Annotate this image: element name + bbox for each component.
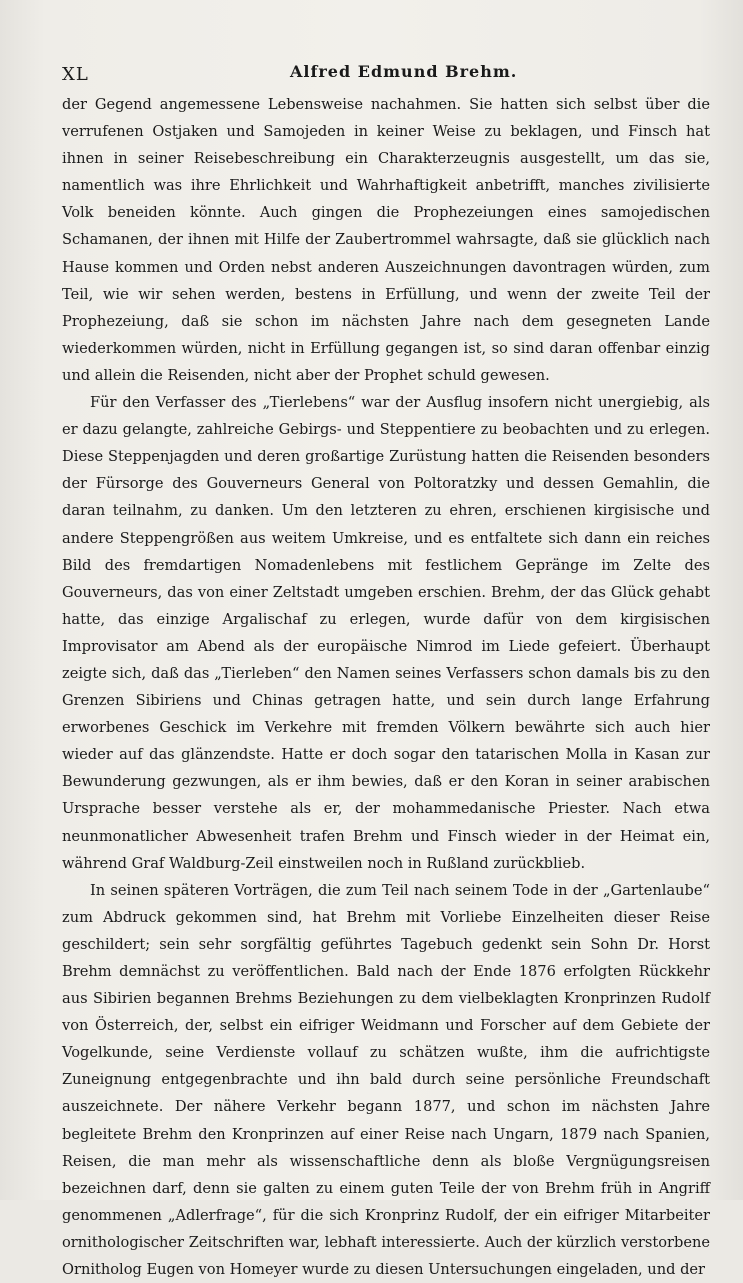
page-number: XL <box>62 64 89 85</box>
paragraph-later-lectures: In seinen späteren Vorträgen, die zum Teil nach seinem Tode in der „Gartenlaube“ zum Abdruck gekommen sind, hat Brehm mit Vorliebe Einzelheiten dieser Reise geschildert; sein sehr sorgfältig geführtes Tagebuch gedenkt sein Sohn Dr. Horst Brehm demnächst zu veröffentlichen. Bald nach der Ende 1876 erfolgten Rückkehr aus Sibirien begannen Brehms Beziehungen zu dem vielbeklagten Kronprinzen Rudolf von Österreich, der, selbst ein eifriger Weidmann und Forscher auf dem Gebiete der Vogelkunde, seine Verdienste vollauf zu schätzen wußte, ihm die aufrichtigste Zuneignung entgegenbrachte und ihn bald durch seine persönliche Freundschaft auszeichnete. Der nähere Verkehr begann 1877, und schon im nächsten Jahre begleitete Brehm den Kronprinzen auf einer Reise nach Ungarn, 1879 nach Spanien, Reisen, die man mehr als wissenschaftliche denn als bloße Vergnügungsreisen bezeichnen darf, denn sie galten zu einem guten Teile der von Brehm früh in Angriff genommenen „Adlerfrage“, für die sich Kronprinz Rudolf, der ein eifriger Mitarbeiter ornithologischer Zeitschriften war, lebhaft interessierte. Auch der kürzlich verstorbene Ornitholog Eugen von Homeyer wurde zu diesen Untersuchungen eingeladen, und der <box>62 881 710 1279</box>
paragraph-continuation: der Gegend angemessene Lebensweise nachahmen. Sie hatten sich selbst über die verrufenen Ostjaken und Samojeden in keiner Weise zu beklagen, und Finsch hat ihnen in seiner Reisebeschreibung ein Charakterzeugnis ausgestellt, um das sie, namentlich was ihre Ehrlichkeit und Wahrhaftigkeit anbetrifft, manches zivilisierte Volk beneiden könnte. Auch gingen die Prophezeiungen eines samojedischen Schamanen, der ihnen mit Hilfe der Zaubertrommel wahrsagte, daß sie glücklich nach Hause kommen und Orden nebst anderen Auszeichnungen davontragen würden, zum Teil, wie wir sehen werden, bestens in Erfüllung, und wenn der zweite Teil der Prophezeiung, daß sie schon im nächsten Jahre nach dem gesegneten Lande wiederkommen würden, nicht in Erfüllung gegangen ist, so sind daran offenbar einzig und allein die Reisenden, nicht aber der Prophet schuld gewesen. <box>62 96 710 384</box>
running-head: Alfred Edmund Brehm. <box>290 62 518 81</box>
page-header <box>62 60 703 90</box>
body-text <box>62 91 710 1283</box>
paragraph-excursion: Für den Verfasser des „Tierlebens“ war der Ausflug insofern nicht unergiebig, als er dazu gelangte, zahlreiche Gebirgs- und Steppentiere zu beobachten und zu erlegen. Diese Steppenjagden und deren großartige Zurüstung hatten die Reisenden besonders der Fürsorge des Gouverneurs General von Poltoratzky und dessen Gemahlin, die daran teilnahm, zu danken. Um den letzteren zu ehren, erschienen kirgisische und andere Steppengrößen aus weitem Umkreise, und es entfaltete sich dann ein reiches Bild des fremdartigen Nomadenlebens mit festlichem Gepränge im Zelte des Gouverneurs, das von einer Zeltstadt umgeben erschien. Brehm, der das Glück gehabt hatte, das einzige Argalischaf zu erlegen, wurde dafür von dem kirgisischen Improvisator am Abend als der europäische Nimrod im Liede gefeiert. Überhaupt zeigte sich, daß das „Tierleben“ den Namen seines Verfassers schon damals bis zu den Grenzen Sibiriens und Chinas getragen hatte, und sein durch lange Erfahrung erworbenes Geschick im Verkehre mit fremden Völkern bewährte sich auch hier wieder auf das glänzendste. Hatte er doch sogar den tatarischen Molla in Kasan zur Bewunderung gezwungen, als er ihm bewies, daß er den Koran in seiner arabischen Ursprache besser verstehe als er, der mohammedanische Priester. Nach etwa neunmonatlicher Abwesenheit trafen Brehm und Finsch wieder in der Heimat ein, während Graf Waldburg-Zeil einstweilen noch in Rußland zurückblieb. <box>62 394 710 872</box>
